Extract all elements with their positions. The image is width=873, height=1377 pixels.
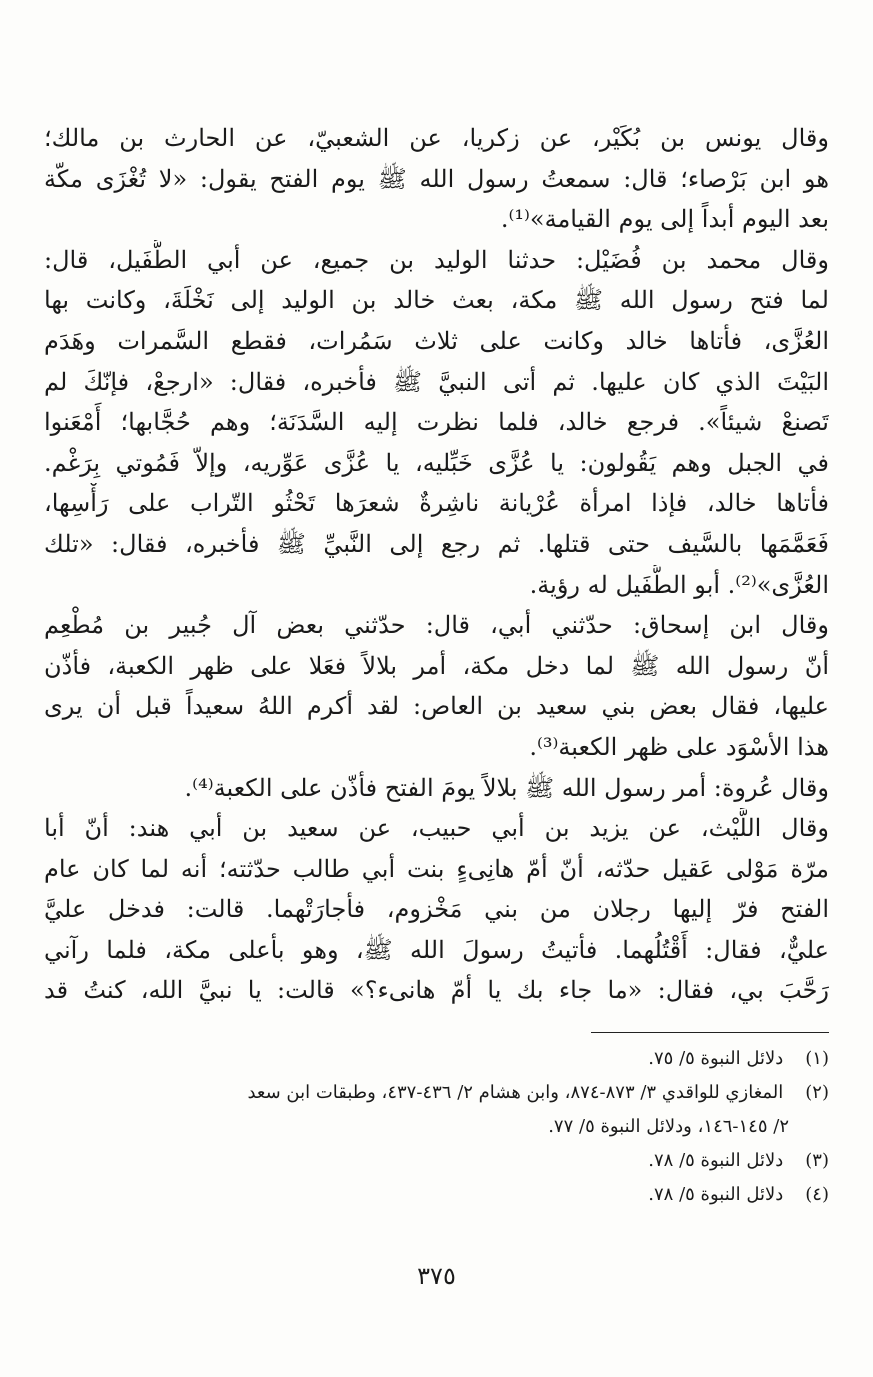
- footnote-text: المغازي للواقدي ٣/ ٨٧٣-٨٧٤، وابن هشام ٢/ ٤٣٦-٤٣٧، وطبقات ابن سعد: [247, 1082, 784, 1103]
- text-line: وقال محمد بن فُضَيْل: حدثنا الوليد بن جميع، عن أبي الطُّفَيل، قال:: [44, 245, 829, 274]
- text-line: وقال عُروة: أمر رسول الله ﷺ بلالاً يومَ الفتح فأذّن على الكعبة⁽⁴⁾.: [184, 773, 829, 802]
- text-line: البَيْتَ الذي كان عليها. ثم أتى النبيَّ ﷺ فأخبره، فقال: «ارجعْ، فإنّكَ لم: [44, 367, 829, 396]
- main-text: [44, 118, 829, 1011]
- text-line: رَحَّبَ بي، فقال: «ما جاء بك يا أمّ هانىء؟» قالت: يا نبيَّ الله، كنتُ قد: [44, 976, 829, 1005]
- footnote-separator: [591, 1032, 829, 1033]
- text-line: عليٌّ، فقال: أَقْتُلُهما. فأتيتُ رسولَ الله ﷺ، وهو بأعلى مكة، فلما رآني: [44, 935, 829, 964]
- text-line: وقال اللَّيْث، عن يزيد بن أبي حبيب، عن سعيد بن أبي هند: أنّ أبا: [44, 814, 829, 843]
- footnote-item: [44, 1076, 829, 1110]
- text-line: أنّ رسول الله ﷺ لما دخل مكة، أمر بلالاً فعَلا على ظهر الكعبة، فأذّن: [44, 651, 829, 680]
- footnote-item: [44, 1144, 829, 1178]
- text-line: هذا الأسْوَد على ظهر الكعبة⁽³⁾.: [529, 732, 829, 761]
- text-line: تَصنعْ شيئاً». فرجع خالد، فلما نظرت إليه السَّدَنَة؛ وهم حُجَّابها؛ أَمْعَنوا: [44, 408, 829, 437]
- text-line: العُزَّى، فأتاها خالد وكانت على ثلاث سَمُرات، فقطع السَّمرات وهَدَم: [44, 326, 829, 355]
- text-line: مرّة مَوْلى عَقيل حدّثه، أنّ أمّ هانِىءٍ بنت أبي طالب حدّثته؛ أنه لما كان عام: [44, 854, 829, 883]
- page-number: ٣٧٥: [417, 1262, 456, 1290]
- text-line: وقال ابن إسحاق: حدّثني أبي، قال: حدّثني بعض آل جُبير بن مُطْعِم: [44, 611, 829, 640]
- footnote-number: (١): [805, 1048, 829, 1069]
- text-line: هو ابن بَرْصاء؛ قال: سمعتُ رسول الله ﷺ يوم الفتح يقول: «لا تُغْزَى مكّة: [44, 164, 829, 193]
- text-line: فَعَمَّمَها بالسَّيف حتى قتلها. ثم رجع إلى النَّبيِّ ﷺ فأخبره، فقال: «تلك: [44, 529, 829, 558]
- text-line: العُزَّى»⁽²⁾. أبو الطُّفَيل له رؤية.: [529, 570, 829, 599]
- footnote-number: (٢): [805, 1082, 829, 1103]
- footnote-text: دلائل النبوة ٥/ ٧٨.: [648, 1184, 784, 1205]
- text-line: في الجبل وهم يَقُولون: يا عُزَّى خَبِّليه، يا عُزَّى عَوِّريه، وإلاّ فَمُوتي بِرَغْم.: [44, 448, 829, 477]
- text-line: عليها، فقال بعض بني سعيد بن العاص: لقد أكرم اللهُ سعيداً قبل أن يرى: [44, 692, 829, 721]
- text-line: بعد اليوم أبداً إلى يوم القيامة»⁽¹⁾.: [500, 205, 829, 234]
- text-line: لما فتح رسول الله ﷺ مكة، بعث خالد بن الوليد إلى نَخْلَةَ، وكانت بها: [44, 286, 829, 315]
- footnote-continuation: [44, 1110, 829, 1144]
- text-line: الفتح فرّ إليها رجلان من بني مَخْزوم، فأجارَتْهما. قالت: فدخل عليَّ: [44, 895, 829, 924]
- footnote-text: دلائل النبوة ٥/ ٧٥.: [648, 1048, 784, 1069]
- text-line: فأتاها خالد، فإذا امرأة عُرْيانة ناشِرةٌ شعرَها تَحْثُو التّراب على رَأْسِها،: [44, 489, 829, 518]
- footnote-text: ٢/ ١٤٥-١٤٦، ودلائل النبوة ٥/ ٧٧.: [548, 1116, 789, 1137]
- text-line: وقال يونس بن بُكَيْر، عن زكريا، عن الشعبيّ، عن الحارث بن مالك؛: [44, 124, 829, 152]
- footnote-number: (٣): [805, 1150, 829, 1171]
- footnote-item: [44, 1178, 829, 1212]
- footnote-item: [44, 1042, 829, 1076]
- footnote-number: (٤): [805, 1184, 829, 1205]
- footnote-text: دلائل النبوة ٥/ ٧٨.: [648, 1150, 784, 1171]
- footnotes: [44, 1042, 829, 1212]
